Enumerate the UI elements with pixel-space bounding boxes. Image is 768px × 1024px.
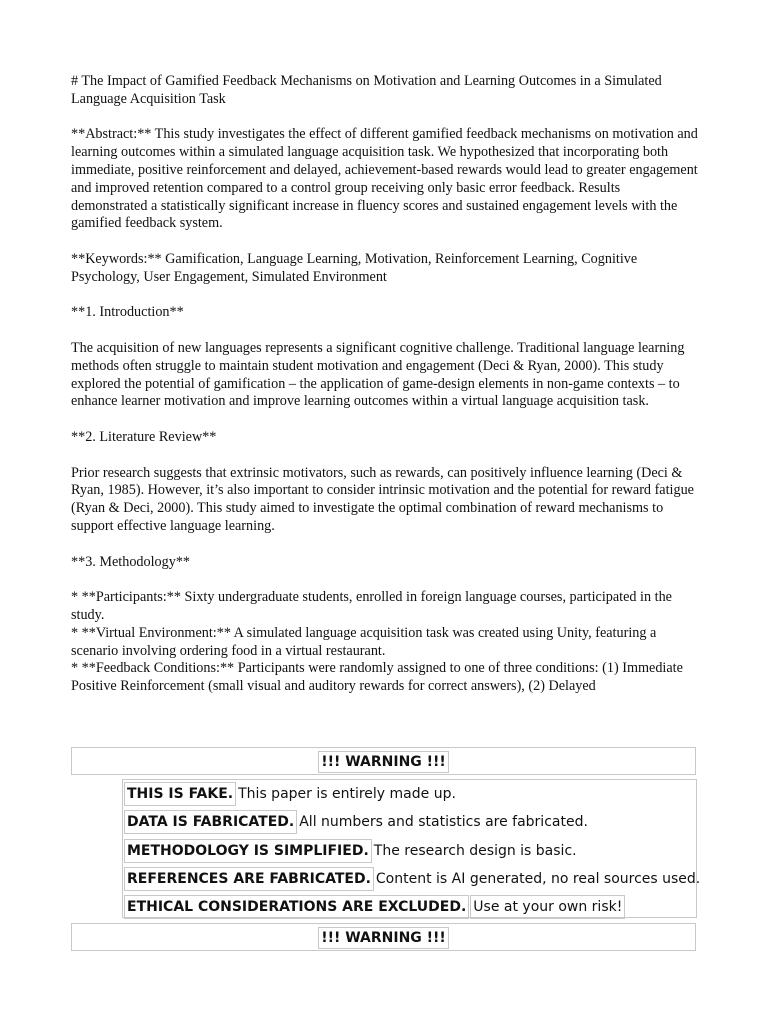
paper-body bbox=[71, 73, 699, 696]
warning-banner-label: !!! WARNING !!! bbox=[318, 751, 449, 773]
disclaimer-lead: METHODOLOGY IS SIMPLIFIED. bbox=[124, 839, 372, 863]
disclaimer-text: This paper is entirely made up. bbox=[238, 786, 456, 802]
disclaimer-text: The research design is basic. bbox=[373, 842, 577, 859]
methodology-item-virtual-environment: * **Virtual Environment:** A simulated language acquisition task was created using Unity, featuring a scenario involving ordering food in a virtual restaurant. bbox=[71, 624, 657, 659]
disclaimer-lead: REFERENCES ARE FABRICATED. bbox=[124, 867, 374, 891]
literature-review-paragraph: Prior research suggests that extrinsic motivators, such as rewards, can positively influence learning (Deci & Ryan, 1985). However, it’s also important to consider intrinsic motivation and the potential for reward fatigue (Ryan & Deci, 2000). This study aimed to investigate the optimal combination of reward mechanisms to support effective language learning. bbox=[71, 464, 694, 534]
disclaimer-text: All numbers and statistics are fabricated. bbox=[299, 814, 588, 831]
disclaimer-row bbox=[124, 810, 696, 838]
paper-title: # The Impact of Gamified Feedback Mechanisms on Motivation and Learning Outcomes in a Simulated Language Acquisition Task bbox=[71, 73, 662, 107]
paper-keywords: **Keywords:** Gamification, Language Learning, Motivation, Reinforcement Learning, Cognitive Psychology, User Engagement, Simulated Environment bbox=[71, 250, 638, 285]
disclaimer-row bbox=[124, 867, 701, 895]
warning-banner-top bbox=[71, 747, 696, 775]
disclaimer-lead: THIS IS FAKE. bbox=[124, 782, 236, 806]
disclaimer-lead: ETHICAL CONSIDERATIONS ARE EXCLUDED. bbox=[124, 895, 469, 919]
disclaimer-text: Use at your own risk! bbox=[470, 895, 625, 919]
disclaimer-row bbox=[124, 782, 696, 810]
section-heading-introduction: **1. Introduction** bbox=[71, 304, 184, 321]
disclaimer-text: Content is AI generated, no real sources used. bbox=[375, 870, 701, 887]
disclaimer-lead: DATA IS FABRICATED. bbox=[124, 810, 297, 834]
disclaimer-row bbox=[124, 895, 696, 923]
disclaimer-row bbox=[124, 839, 696, 867]
methodology-item-feedback-conditions: * **Feedback Conditions:** Participants were randomly assigned to one of three conditions: (1) Immediate Positive Reinforcement (small visual and auditory rewards for correct answers), (2) Delayed bbox=[71, 660, 683, 695]
methodology-item-participants: * **Participants:** Sixty undergraduate students, enrolled in foreign language courses, participated in the study. bbox=[71, 589, 672, 623]
disclaimer-box bbox=[122, 779, 701, 918]
warning-banner-label: !!! WARNING !!! bbox=[318, 927, 449, 949]
section-heading-literature-review: **2. Literature Review** bbox=[71, 428, 217, 445]
section-heading-methodology: **3. Methodology** bbox=[71, 553, 191, 570]
introduction-paragraph: The acquisition of new languages represents a significant cognitive challenge. Traditional language learning methods often struggle to maintain student motivation and engagement (Deci & Ryan, 2000). This study explored the potential of gamification – the application of game-design elements in non-game contexts – to enhance learner motivation and improve learning outcomes within a virtual language acquisition task. bbox=[71, 339, 685, 410]
paper-abstract: **Abstract:** This study investigates the effect of different gamified feedback mechanisms on motivation and learning outcomes within a simulated language acquisition task. We hypothesized that incorporating both immediate, positive reinforcement and delayed, achievement-based rewards would lead to greater engagement and improved retention compared to a control group receiving only basic error feedback. Results demonstrated a statistically significant increase in fluency scores and sustained engagement levels with the gamified feedback system. bbox=[71, 126, 698, 232]
warning-banner-bottom bbox=[71, 923, 696, 951]
